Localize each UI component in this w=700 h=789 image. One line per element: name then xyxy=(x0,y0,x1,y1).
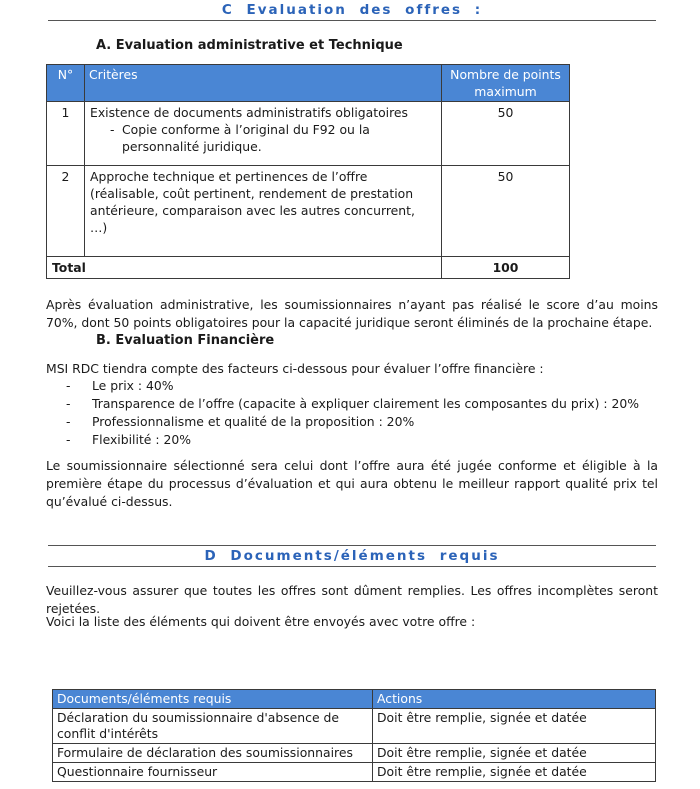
admin-elimination-paragraph: Après évaluation administrative, les soumissionnaires n’ayant pas réalisé le score d’au moins 70%, dont 50 points obligatoires pour la capacité juridique seront éliminés de la prochaine étape. xyxy=(46,297,658,330)
table-row xyxy=(53,744,656,763)
dash-bullet: - xyxy=(66,378,71,393)
header-criteria: Critères xyxy=(85,65,442,102)
financial-factors-list xyxy=(66,377,639,449)
table-row xyxy=(53,763,656,782)
list-item xyxy=(66,377,639,395)
section-c-heading: C Evaluation des offres : xyxy=(48,2,656,21)
document-cell: Formulaire de déclaration des soumissionnaires xyxy=(53,744,373,763)
dash-bullet: - xyxy=(66,432,71,447)
document-cell: Questionnaire fournisseur xyxy=(53,763,373,782)
row-criteria: Approche technique et pertinences de l’offre (réalisable, coût pertinent, rendement de prestation antérieure, comparaison avec les autres concurrent, …) xyxy=(85,166,442,257)
factor-text: Flexibilité : 20% xyxy=(92,432,192,447)
financial-intro: MSI RDC tiendra compte des facteurs ci-dessous pour évaluer l’offre financière : xyxy=(46,361,544,376)
action-cell: Doit être remplie, signée et datée xyxy=(373,744,656,763)
subsection-a-heading: A. Evaluation administrative et Technique xyxy=(96,38,403,53)
total-label: Total xyxy=(47,257,442,279)
criteria-sub-text: Copie conforme à l’original du F92 ou la personnalité juridique. xyxy=(122,122,370,154)
action-cell: Doit être remplie, signée et datée xyxy=(373,709,656,744)
table-header-row xyxy=(53,690,656,709)
dash-bullet: - xyxy=(110,122,115,137)
header-number: N° xyxy=(47,65,85,102)
row-number: 1 xyxy=(47,102,85,166)
selection-paragraph: Le soumissionnaire sélectionné sera celui dont l’offre aura été jugée conforme et éligible à la première étape du processus d’évaluation et qui aura obtenu le meilleur rapport qualité prix tel qu’évalué ci-dessus. xyxy=(46,458,658,509)
table-row xyxy=(47,102,570,166)
action-cell: Doit être remplie, signée et datée xyxy=(373,763,656,782)
dash-bullet: - xyxy=(66,414,71,429)
factor-text: Transparence de l’offre (capacite à expliquer clairement les composantes du prix) : 20% xyxy=(92,396,639,411)
row-points: 50 xyxy=(442,166,570,257)
table-header-row xyxy=(47,65,570,102)
list-item xyxy=(66,413,639,431)
evaluation-criteria-table xyxy=(46,64,570,279)
header-points: Nombre de points maximum xyxy=(442,65,570,102)
criteria-sub-item xyxy=(90,121,436,155)
row-number: 2 xyxy=(47,166,85,257)
required-items-intro: Voici la liste des éléments qui doivent être envoyés avec votre offre : xyxy=(46,614,476,629)
header-documents: Documents/éléments requis xyxy=(53,690,373,709)
subsection-b-heading: B. Evaluation Financière xyxy=(96,333,275,348)
row-points: 50 xyxy=(442,102,570,166)
required-documents-table xyxy=(52,689,656,782)
factor-text: Professionnalisme et qualité de la proposition : 20% xyxy=(92,414,415,429)
dash-bullet: - xyxy=(66,396,71,411)
table-total-row xyxy=(47,257,570,279)
criteria-text: Existence de documents administratifs obligatoires xyxy=(90,105,408,120)
total-value: 100 xyxy=(442,257,570,279)
table-row xyxy=(53,709,656,744)
offers-completeness-paragraph: Veuillez-vous assurer que toutes les offres sont dûment remplies. Les offres incomplètes seront rejetées. xyxy=(46,583,658,616)
section-d-heading: D Documents/éléments requis xyxy=(48,545,656,567)
factor-text: Le prix : 40% xyxy=(92,378,174,393)
row-criteria xyxy=(85,102,442,166)
document-cell: Déclaration du soumissionnaire d'absence de conflit d'intérêts xyxy=(53,709,373,744)
list-item xyxy=(66,395,639,413)
list-item xyxy=(66,431,639,449)
header-actions: Actions xyxy=(373,690,656,709)
table-row xyxy=(47,166,570,257)
